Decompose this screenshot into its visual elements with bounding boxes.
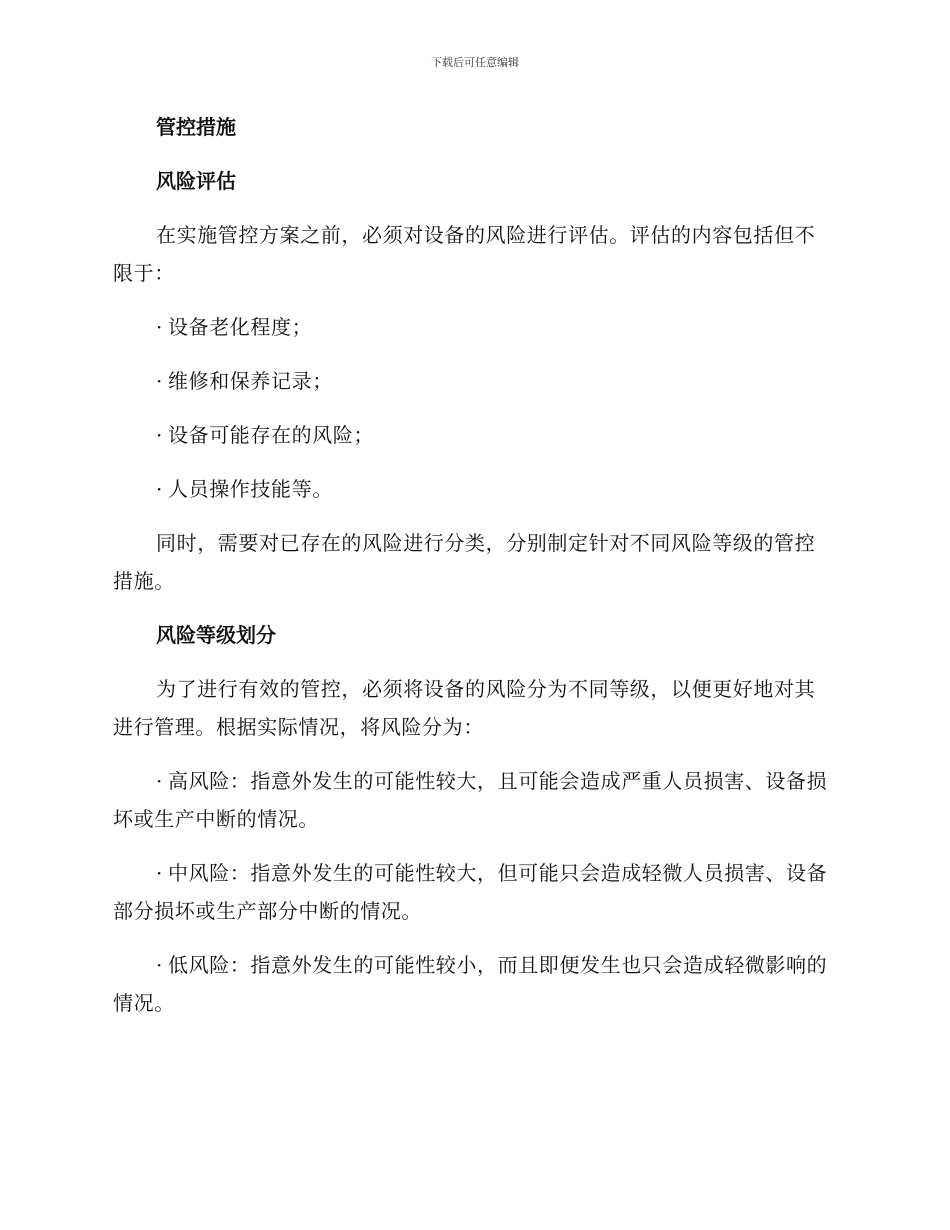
subsection-heading-risk-levels: 风险等级划分 (156, 623, 276, 647)
list-item-text: 低风险：指意外发生的可能性较小，而且即便发生也只会造成轻微影响的情况。 (113, 953, 828, 1015)
list-item (113, 416, 833, 454)
list-item (113, 470, 833, 508)
bullet-marker: · (156, 423, 163, 447)
list-item-text: 维修和保养记录； (168, 369, 333, 393)
subsection-heading-risk-assessment: 风险评估 (156, 169, 236, 193)
bullet-marker: · (156, 477, 163, 501)
section-heading-controls: 管控措施 (156, 115, 236, 139)
paragraph-assessment-intro: 在实施管控方案之前，必须对设备的风险进行评估。评估的内容包括但不限于： (113, 223, 816, 285)
bullet-marker: · (156, 769, 163, 793)
list-item (113, 362, 833, 400)
bullet-marker: · (156, 369, 163, 393)
bullet-marker: · (156, 953, 163, 977)
document-body (113, 108, 833, 1038)
page-header-note: 下载后可任意编辑 (431, 56, 519, 69)
list-item-text: 人员操作技能等。 (168, 477, 333, 501)
list-item-text: 高风险：指意外发生的可能性较大，且可能会造成严重人员损害、设备损坏或生产中断的情况。 (113, 769, 828, 831)
list-item-text: 设备老化程度； (168, 315, 313, 339)
bullet-marker: · (156, 861, 163, 885)
list-item-text: 中风险：指意外发生的可能性较大，但可能只会造成轻微人员损害、设备部分损坏或生产部分中断的情况。 (113, 861, 828, 923)
list-item-text: 设备可能存在的风险； (168, 423, 374, 447)
list-item (113, 946, 833, 1022)
list-item (113, 762, 833, 838)
paragraph-risk-levels-intro: 为了进行有效的管控，必须将设备的风险分为不同等级，以便更好地对其进行管理。根据实际情况，将风险分为： (113, 677, 816, 739)
list-item (113, 308, 833, 346)
bullet-marker: · (156, 315, 163, 339)
paragraph-risk-classification: 同时，需要对已存在的风险进行分类，分别制定针对不同风险等级的管控措施。 (113, 531, 816, 593)
list-item (113, 854, 833, 930)
